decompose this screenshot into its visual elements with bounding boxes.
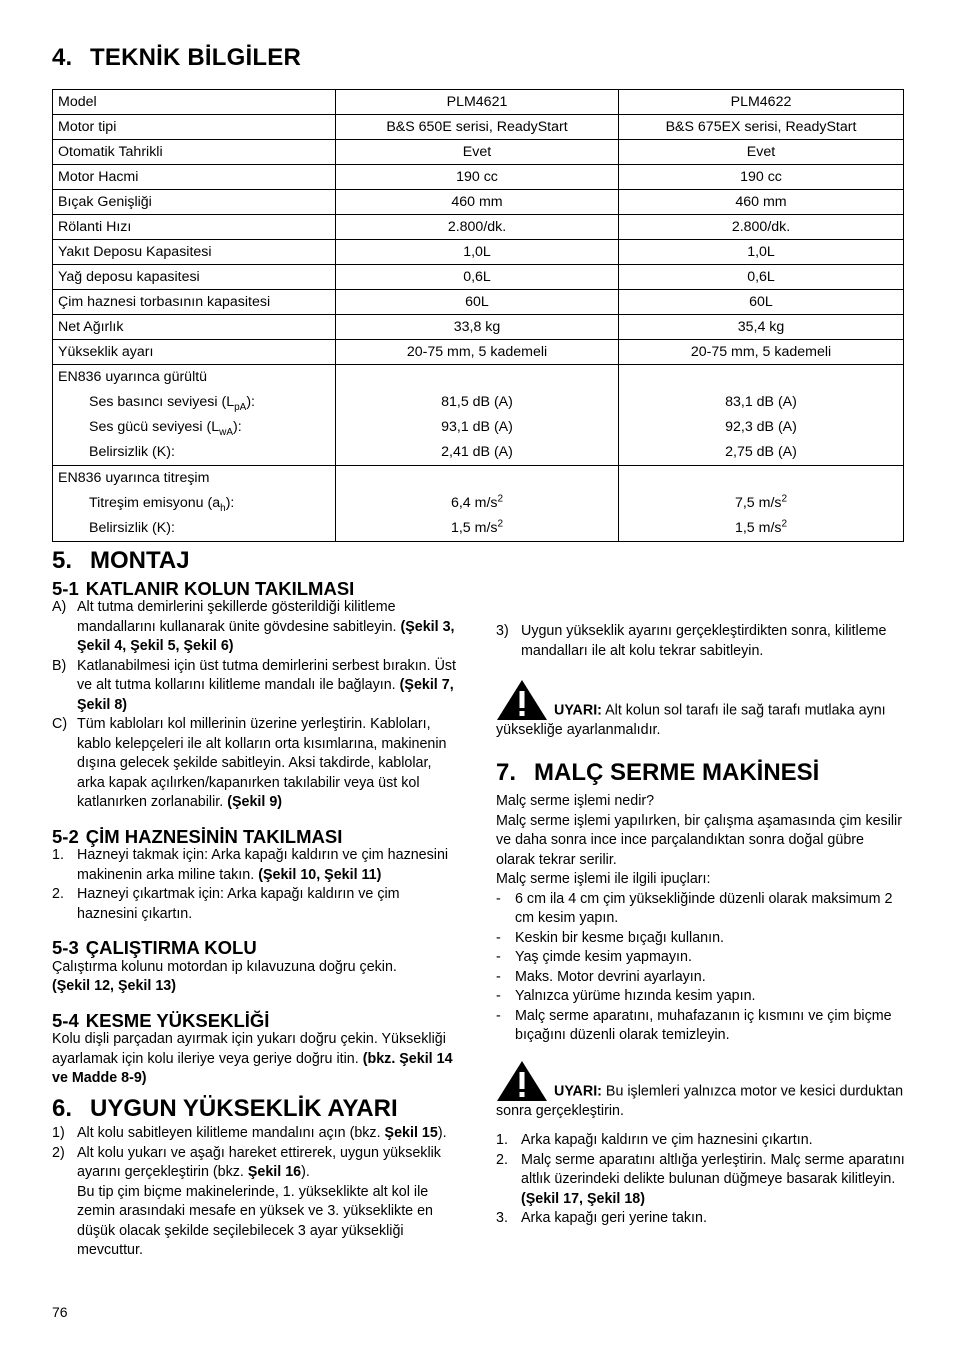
spec-label: Yağ deposu kapasitesi	[53, 265, 336, 290]
spec-label: Motor tipi	[53, 115, 336, 140]
vibration-value: 1,5 $m/s^2$	[734, 518, 788, 536]
spec-value: 460 mm	[619, 190, 904, 215]
spec-value: B&S 675EX serisi, ReadyStart	[619, 115, 904, 140]
spec-label: Rölanti Hızı	[53, 215, 336, 240]
vibration-row	[53, 466, 904, 542]
spec-value: 190 cc	[619, 165, 904, 190]
list-item: A) Alt tutma demirlerini şekillerde gösterildiği kilitleme mandallarını kullanarak ünite gövdesine sabitleyin. (Şekil 3, Şekil 4, Şekil 5, Şekil 6)	[52, 599, 455, 654]
spec-value: B&S 650E serisi, ReadyStart	[336, 115, 619, 140]
section-4-heading: 4. TEKNİK BİLGİLER	[52, 44, 301, 71]
paragraph: Malç serme işlemi yapılırken, bir çalışma aşamasında çim kesilir ve daha sonra ince ince parçalandıktan sonra doğal gübre olarak tekrar serilir.	[496, 812, 902, 868]
table-row	[53, 265, 904, 290]
page-number: 76	[52, 1304, 68, 1320]
spec-label: Model	[53, 90, 336, 115]
spec-label: Çim haznesi torbasının kapasitesi	[53, 290, 336, 315]
spec-value: 35,4 kg	[619, 315, 904, 340]
paragraph: Malç serme işlemi nedir?	[496, 793, 655, 809]
spec-value: 20-75 mm, 5 kademeli	[619, 340, 904, 365]
section-5-heading: 5. MONTAJ	[52, 547, 190, 574]
tip-item: - 6 cm ila 4 cm çim yüksekliğinde düzenli olarak maksimum 2 cm kesim yapın.	[496, 890, 893, 926]
table-row	[53, 315, 904, 340]
noise-row	[53, 365, 904, 466]
spec-value: 20-75 mm, 5 kademeli	[336, 340, 619, 365]
list-item: 3) Uygun yükseklik ayarını gerçekleştirdikten sonra, kilitleme mandalları ile alt kolu tekrar sabitleyin.	[496, 623, 887, 659]
list-item: 2. Malç serme aparatını altlığa yerleştirin. Malç serme aparatını altlık üzerindeki delikte bulunan düğmeye basarak kilitleyin. (Şekil 17, Şekil 18)	[496, 1151, 905, 1207]
spec-label: Yükseklik ayarı	[53, 340, 336, 365]
list-item: 1) Alt kolu sabitleyen kilitleme mandalını açın (bkz. Şekil 15).	[52, 1125, 447, 1141]
spec-value: PLM4622	[619, 90, 904, 115]
lpa-label: Ses basıncı seviyesi $(L_{pA})$:	[89, 394, 255, 413]
left-column	[52, 547, 457, 1261]
section-5-1-heading: 5-1 KATLANIR KOLUN TAKILMASI	[52, 577, 355, 599]
noise-value: 83,1 dB (A)	[725, 394, 797, 410]
table-row	[53, 165, 904, 190]
list-item: 2) Alt kolu yukarı ve aşağı hareket ettirerek, uygun yükseklik ayarını gerçekleştirin (bkz. Şekil 16). Bu tip çim biçme makinelerinde, 1. yükseklikte alt kol ile zemin arasındaki mesafe en yüksek ve 3. yükseklikte en düşük olacak şekilde seçilebilecek 3 ayar yüksekliği mevcuttur.	[52, 1144, 441, 1258]
vibration-heading: EN836 uyarınca titreşim	[58, 470, 210, 486]
spec-label: Yakıt Deposu Kapasitesi	[53, 240, 336, 265]
tips-list	[496, 890, 906, 1046]
tip-item: - Maks. Motor devrini ayarlayın.	[496, 968, 706, 985]
vibration-value: 1,5 $m/s^2$	[450, 518, 504, 536]
spec-value: Evet	[619, 140, 904, 165]
spec-label: Net Ağırlık	[53, 315, 336, 340]
warning-note: UYARI: Bu işlemleri yalnızca motor ve kesici durduktan sonra gerçekleştirin.	[496, 1060, 906, 1122]
spec-value: 1,0L	[619, 240, 904, 265]
section-5-4-heading: 5-4 KESME YÜKSEKLİĞİ	[52, 1009, 270, 1031]
vibration-value: 7,5 $m/s^2$	[734, 493, 788, 511]
spec-value: 2.800/dk.	[619, 215, 904, 240]
spec-value: 0,6L	[336, 265, 619, 290]
spec-value: 190 cc	[336, 165, 619, 190]
noise-value: 81,5 dB (A)	[441, 394, 513, 410]
spec-label: Otomatik Tahrikli	[53, 140, 336, 165]
spec-label: Motor Hacmi	[53, 165, 336, 190]
list-item: 1. Arka kapağı kaldırın ve çim haznesini çıkartın.	[496, 1132, 813, 1148]
list-item: 2. Hazneyi çıkartmak için: Arka kapağı kaldırın ve çim haznesini çıkartın.	[52, 886, 400, 922]
list-item: 1. Hazneyi takmak için: Arka kapağı kaldırın ve çim haznesini makinenin arka miline takın. (Şekil 10, Şekil 11)	[52, 847, 449, 883]
noise-heading: EN836 uyarınca gürültü	[58, 369, 208, 385]
spec-value: 60L	[336, 290, 619, 315]
spec-value: 1,0L	[336, 240, 619, 265]
lwa-label: Ses gücü seviyesi $(L_{wA})$:	[89, 419, 242, 438]
section-5-2-heading: 5-2 ÇİM HAZNESİNİN TAKILMASI	[52, 825, 343, 847]
noise-k-label: Belirsizlik (K):	[89, 444, 175, 460]
spec-value: Evet	[336, 140, 619, 165]
spec-value: 0,6L	[619, 265, 904, 290]
table-row	[53, 215, 904, 240]
spec-table	[52, 89, 904, 542]
table-row	[53, 190, 904, 215]
section-7-heading: 7. MALÇ SERME MAKİNESİ	[496, 758, 820, 786]
list-item: B) Katlanabilmesi için üst tutma demirlerini serbest bırakın. Üst ve alt tutma kollarını kilitleme mandalı ile bağlayın. (Şekil 7, Şekil 8)	[52, 657, 457, 713]
spec-label: Bıçak Genişliği	[53, 190, 336, 215]
vibration-k-label: Belirsizlik (K):	[89, 520, 175, 536]
paragraph: Kolu dişli parçadan ayırmak için yukarı doğru çekin. Yüksekliği ayarlamak için kolu ileriye veya geriye doğru itin. (bkz. Şekil 14 ve Madde 8-9)	[52, 1031, 453, 1086]
paragraph: Malç serme işlemi ile ilgili ipuçları:	[496, 871, 711, 887]
section-6-heading: 6. UYGUN YÜKSEKLİK AYARI	[52, 1094, 398, 1122]
table-row	[53, 240, 904, 265]
table-row	[53, 90, 904, 115]
noise-value: 2,75 dB (A)	[725, 444, 797, 460]
spec-value: PLM4621	[336, 90, 619, 115]
ah-label: Titreşim emisyonu $(a_h)$:	[89, 495, 235, 514]
warning-note: UYARI: Alt kolun sol tarafı ile sağ tarafı mutlaka aynı yüksekliğe ayarlanmalıdır.	[496, 679, 906, 741]
table-row	[53, 115, 904, 140]
tip-item: - Keskin bir kesme bıçağı kullanın.	[496, 929, 724, 946]
paragraph: Çalıştırma kolunu motordan ip kılavuzuna doğru çekin. (Şekil 12, Şekil 13)	[52, 958, 397, 994]
spec-value: 60L	[619, 290, 904, 315]
spec-value: 460 mm	[336, 190, 619, 215]
noise-value: 92,3 dB (A)	[725, 419, 797, 435]
tip-item: - Yalnızca yürüme hızında kesim yapın.	[496, 988, 756, 1004]
warning-icon	[496, 1060, 548, 1102]
spec-value: 33,8 kg	[336, 315, 619, 340]
table-row	[53, 290, 904, 315]
warning-icon	[496, 679, 548, 721]
section-5-3-heading: 5-3 ÇALIŞTIRMA KOLU	[52, 937, 257, 958]
table-row	[53, 340, 904, 365]
spec-value: 2.800/dk.	[336, 215, 619, 240]
list-item: C) Tüm kabloları kol millerinin üzerine yerleştirin. Kabloları, kablo kelepçeleri ile alt kolların orta kısımlarına, makinenin dışına gelecek şekilde sabitleyin. Aksi takdirde, kablolar, arka kapak açılırken/kapanırken takılabilir veya üst kol katlanırken zorlanabilir. (Şekil 9)	[52, 716, 447, 810]
table-row	[53, 140, 904, 165]
noise-value: 93,1 dB (A)	[441, 419, 513, 435]
vibration-value: 6,4 $m/s^2$	[450, 493, 504, 511]
tip-item: - Yaş çimde kesim yapmayın.	[496, 949, 692, 965]
list-item: 3. Arka kapağı geri yerine takın.	[496, 1210, 707, 1226]
tip-item: - Malç serme aparatını, muhafazanın iç kısmını ve çim biçme bıçağını düzenli olarak temizleyin.	[496, 1007, 892, 1043]
right-column	[496, 556, 906, 1229]
noise-value: 2,41 dB (A)	[441, 444, 513, 460]
